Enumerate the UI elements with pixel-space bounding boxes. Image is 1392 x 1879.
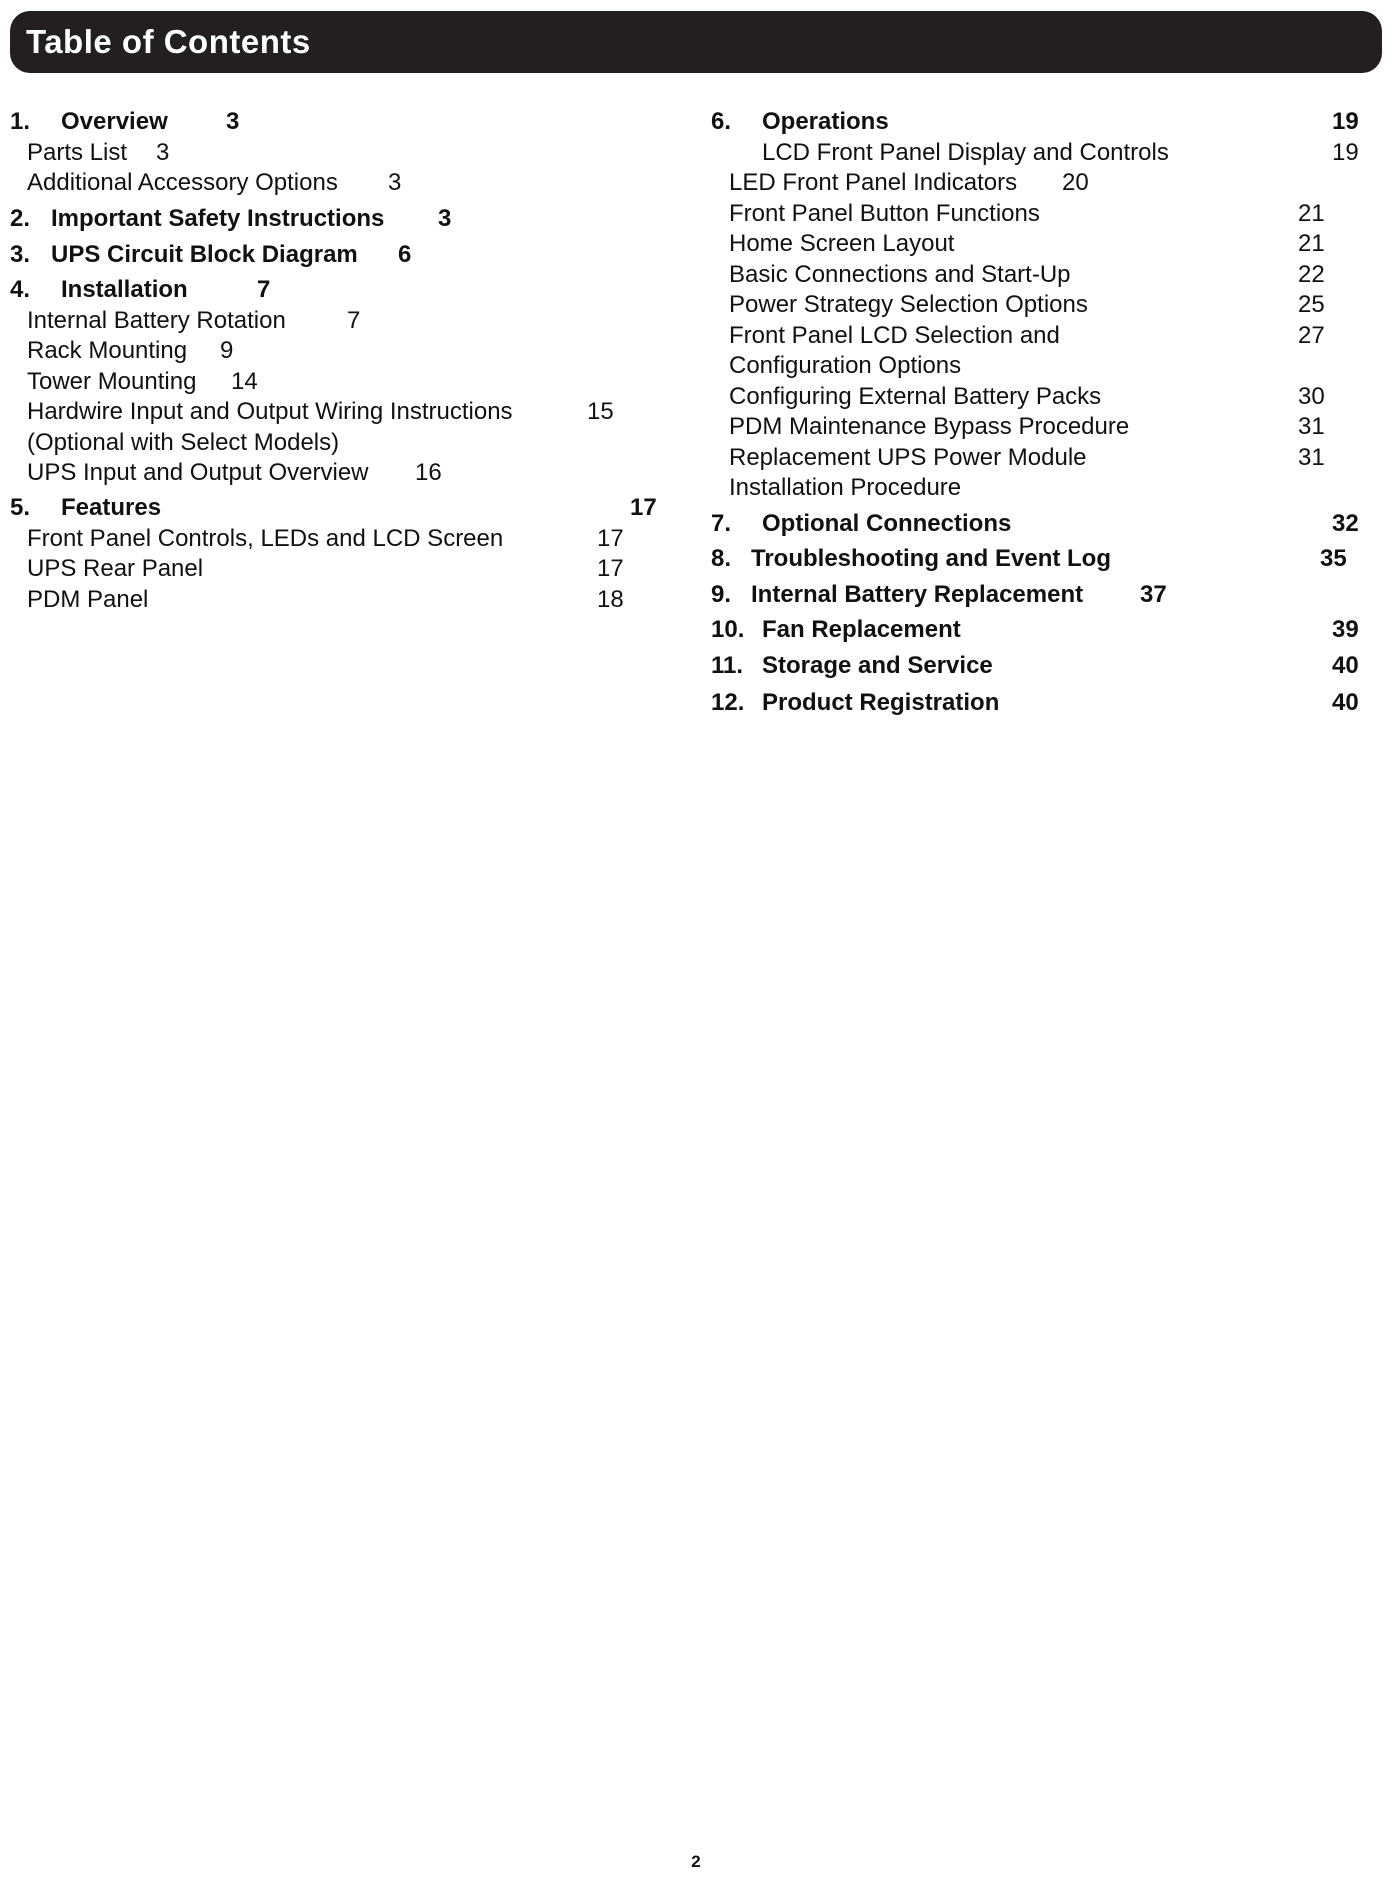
toc-number-battery-replacement: 9. (711, 581, 732, 608)
toc-label-lcd-display[interactable]: LCD Front Panel Display and Controls (762, 139, 1169, 166)
toc-label-lcd-selection[interactable]: Front Panel LCD Selection and (729, 322, 1060, 349)
toc-label-pdm-panel[interactable]: PDM Panel (27, 586, 149, 613)
toc-page-accessory-options: 3 (388, 169, 402, 196)
toc-page-home-screen: 21 (1298, 230, 1325, 257)
toc-page-lcd-display: 19 (1332, 139, 1359, 166)
toc-page-pdm-bypass: 31 (1298, 413, 1325, 440)
toc-number-registration: 12. (711, 689, 745, 716)
toc-label-parts-list[interactable]: Parts List (27, 139, 128, 166)
toc-page-rack-mounting: 9 (220, 337, 234, 364)
page-title: Table of Contents (26, 23, 311, 60)
toc-label-external-battery[interactable]: Configuring External Battery Packs (729, 383, 1102, 410)
section-number: 1. (10, 108, 31, 135)
toc-label-tower-mounting[interactable]: Tower Mounting (27, 368, 197, 395)
toc-page-tower-mounting: 14 (231, 368, 258, 395)
toc-number-safety: 2. (10, 205, 31, 232)
toc-label-circuit[interactable]: UPS Circuit Block Diagram (51, 241, 358, 268)
page-number: 2 (691, 1852, 701, 1871)
toc-label-button-functions[interactable]: Front Panel Button Functions (729, 200, 1040, 227)
toc-page-safety: 3 (438, 205, 452, 232)
toc-label-installation[interactable]: Installation (61, 276, 188, 303)
toc-label-operations[interactable]: Operations (762, 108, 889, 135)
toc-label-home-screen[interactable]: Home Screen Layout (729, 230, 955, 257)
toc-label-features[interactable]: Features (61, 494, 162, 521)
toc-label-optional[interactable]: Optional Connections (762, 510, 1012, 537)
toc-page-fan: 39 (1332, 616, 1359, 643)
toc-page-circuit: 6 (398, 241, 412, 268)
toc-page-lcd-selection: 27 (1298, 322, 1325, 349)
toc-page-io-overview: 16 (415, 459, 442, 486)
toc-page-button-functions: 21 (1298, 200, 1325, 227)
toc-page-troubleshooting: 35 (1320, 545, 1347, 572)
toc-page-power-strategy: 25 (1298, 291, 1325, 318)
toc-label-fan[interactable]: Fan Replacement (762, 616, 961, 643)
toc-number-storage: 11. (711, 652, 744, 679)
toc-page-optional: 32 (1332, 510, 1359, 537)
toc-number-optional: 7. (711, 510, 732, 537)
toc-label-rack-mounting[interactable]: Rack Mounting (27, 337, 188, 364)
toc-label-hardwire-note: (Optional with Select Models) (27, 429, 340, 456)
toc-label-registration[interactable]: Product Registration (762, 689, 1000, 716)
toc-label-battery-replacement[interactable]: Internal Battery Replacement (751, 581, 1084, 608)
toc-label-front-panel-controls[interactable]: Front Panel Controls, LEDs and LCD Screen (27, 525, 504, 552)
toc-label-hardwire[interactable]: Hardwire Input and Output Wiring Instructions (27, 398, 513, 425)
toc-label-io-overview[interactable]: UPS Input and Output Overview (27, 459, 369, 486)
toc-page-front-panel-controls: 17 (597, 525, 624, 552)
toc-page-features: 17 (630, 494, 657, 521)
toc-number-operations: 6. (711, 108, 732, 135)
toc-label-battery-rotation[interactable]: Internal Battery Rotation (27, 307, 286, 334)
toc-label-pdm-bypass[interactable]: PDM Maintenance Bypass Procedure (729, 413, 1130, 440)
toc-number-circuit: 3. (10, 241, 31, 268)
toc-page-rear-panel: 17 (597, 555, 624, 582)
toc-label-storage[interactable]: Storage and Service (762, 652, 993, 679)
toc-page-pdm-panel: 18 (597, 586, 624, 613)
toc-page-storage: 40 (1332, 652, 1359, 679)
toc-page-battery-replacement: 37 (1140, 581, 1167, 608)
toc-page-installation: 7 (257, 276, 271, 303)
toc-label-rear-panel[interactable]: UPS Rear Panel (27, 555, 204, 582)
toc-label-installation-procedure: Installation Procedure (729, 474, 962, 501)
toc-page-parts-list: 3 (156, 139, 170, 166)
toc-label-troubleshooting[interactable]: Troubleshooting and Event Log (751, 545, 1111, 572)
toc-page-operations: 19 (1332, 108, 1359, 135)
toc-number-features: 5. (10, 494, 31, 521)
toc-page-led-indicators: 20 (1062, 169, 1089, 196)
toc-page-registration: 40 (1332, 689, 1359, 716)
toc-label-basic-connections[interactable]: Basic Connections and Start-Up (729, 261, 1071, 288)
toc-number-fan: 10. (711, 616, 745, 643)
toc-label-overview[interactable]: Overview (61, 108, 168, 135)
toc-number-installation: 4. (10, 276, 31, 303)
title-bar (10, 11, 1382, 73)
toc-page-external-battery: 30 (1298, 383, 1325, 410)
toc-page-battery-rotation: 7 (347, 307, 361, 334)
toc-label-configuration-options: Configuration Options (729, 352, 962, 379)
toc-label-safety[interactable]: Important Safety Instructions (51, 205, 385, 232)
toc-page-overview: 3 (226, 108, 240, 135)
toc-label-led-indicators[interactable]: LED Front Panel Indicators (729, 169, 1018, 196)
toc-page-hardwire: 15 (587, 398, 614, 425)
toc-page-basic-connections: 22 (1298, 261, 1325, 288)
toc-page-power-module: 31 (1298, 444, 1325, 471)
toc-entry-overview[interactable] (10, 107, 30, 137)
toc-label-power-strategy[interactable]: Power Strategy Selection Options (729, 291, 1088, 318)
toc-label-accessory-options[interactable]: Additional Accessory Options (27, 169, 338, 196)
toc-label-power-module[interactable]: Replacement UPS Power Module (729, 444, 1087, 471)
toc-number-troubleshooting: 8. (711, 545, 732, 572)
